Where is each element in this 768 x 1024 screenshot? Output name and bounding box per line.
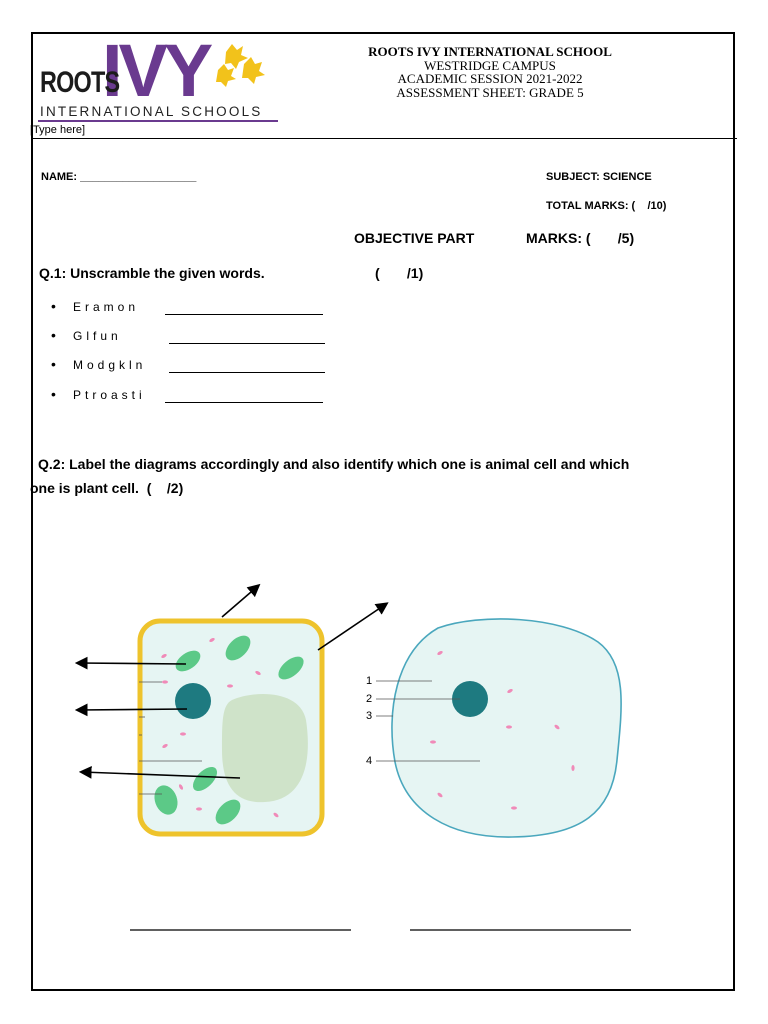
section-marks: MARKS: ( /5) — [526, 230, 635, 246]
logo-ivy-text: IVY — [102, 29, 210, 112]
q1-text: Q.1: Unscramble the given words. — [39, 265, 265, 281]
animal-label-3: 3 — [366, 710, 373, 722]
placeholder-text[interactable]: [Type here] — [30, 124, 86, 136]
sheet-title: ASSESSMENT SHEET: GRADE 5 — [396, 84, 584, 100]
scrambled-word: Glfun — [73, 329, 122, 343]
campus-name: WESTRIDGE CAMPUS — [424, 57, 556, 73]
animal-cell-diagram — [376, 619, 621, 837]
animal-label-1: 1 — [366, 675, 373, 687]
total-marks-label: TOTAL MARKS: ( /10) — [546, 200, 667, 212]
logo-roots-text: ROOTS — [40, 66, 120, 99]
name-field[interactable]: NAME: ___________________ — [41, 171, 197, 183]
q2-text-line2: one is plant cell. ( /2) — [30, 480, 184, 496]
scrambled-word: Modgkln — [73, 358, 147, 372]
scrambled-word: Eramon — [73, 300, 140, 314]
bullet-icon: • — [51, 356, 56, 372]
bullet-icon: • — [51, 386, 56, 402]
plant-cell-diagram — [78, 586, 386, 834]
q2-text-line1: Q.2: Label the diagrams accordingly and also identify which one is animal cell and which — [38, 456, 630, 472]
logo-intl-text: INTERNATIONAL SCHOOLS — [40, 104, 263, 119]
section-title: OBJECTIVE PART — [354, 230, 475, 246]
bullet-icon: • — [51, 327, 56, 343]
scrambled-word: Ptroasti — [73, 388, 146, 402]
animal-label-4: 4 — [366, 755, 373, 767]
animal-label-2: 2 — [366, 693, 373, 705]
bullet-icon: • — [51, 298, 56, 314]
subject-label: SUBJECT: SCIENCE — [546, 171, 652, 183]
plant-answer-field[interactable] — [130, 912, 351, 932]
animal-answer-field[interactable] — [410, 912, 631, 932]
q1-marks: ( /1) — [375, 265, 424, 281]
school-name: ROOTS IVY INTERNATIONAL SCHOOL — [368, 44, 612, 59]
session-text: ACADEMIC SESSION 2021-2022 — [397, 71, 583, 86]
